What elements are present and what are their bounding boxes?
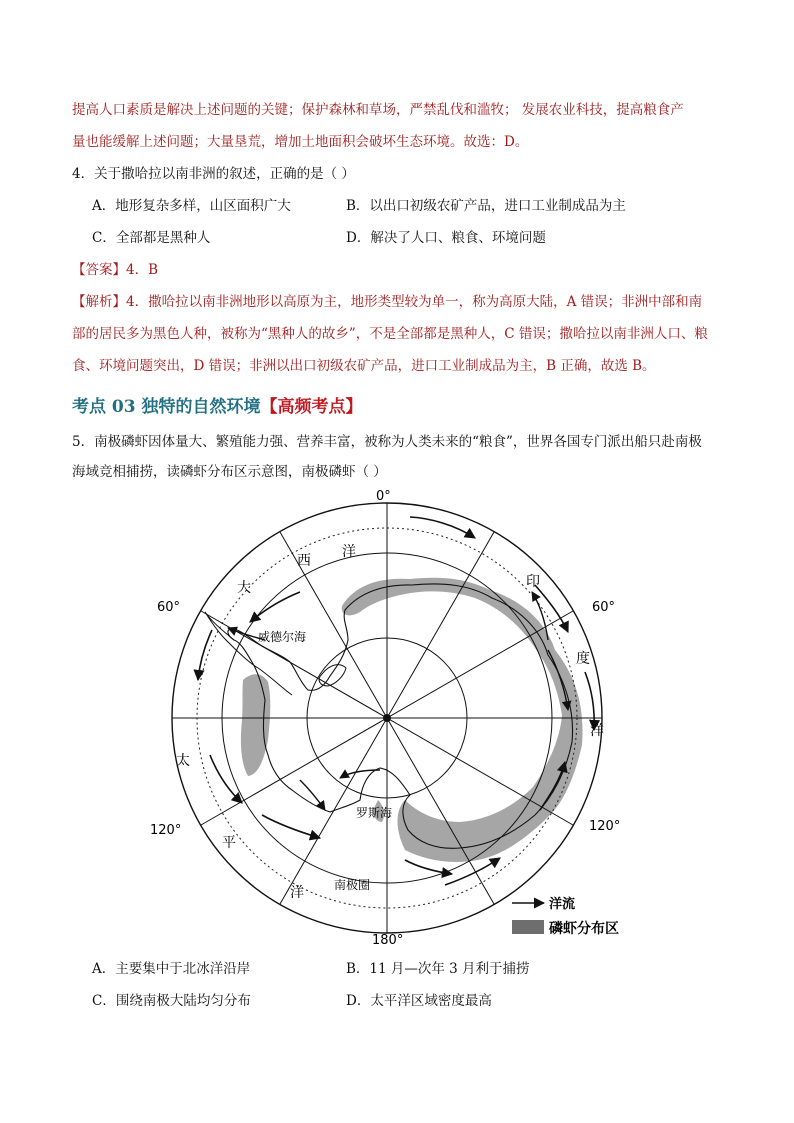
- question-5-stem-line-2: 海域竞相捕捞，读磷虾分布区示意图，南极磷虾（ ）: [72, 464, 387, 480]
- section-heading: [72, 392, 363, 417]
- question-5-stem-line-1: 5．南极磷虾因体量大、繁殖能力强、营养丰富，被称为人类未来的“粮食”，世界各国专门派出船只赴南极: [72, 434, 702, 450]
- pacific-label-2: 平: [222, 835, 236, 851]
- indian-label-3: 洋: [590, 723, 604, 739]
- question-4-stem: 4．关于撒哈拉以南非洲的叙述，正确的是（ ）: [72, 166, 355, 182]
- pacific-label-1: 太: [176, 753, 190, 769]
- atlantic-label-1: 西: [297, 553, 311, 569]
- krill-distribution-area: [241, 578, 583, 862]
- degree-60-right-label: 60°: [592, 600, 616, 615]
- section-tag: 【高频考点】: [260, 397, 363, 417]
- indian-label-1: 印: [526, 574, 540, 590]
- atlantic-label-2: 大: [237, 580, 251, 596]
- question-5-option-a: A．主要集中于北冰洋沿岸: [92, 961, 251, 977]
- weddell-sea-label: 威德尔海: [258, 630, 307, 644]
- degree-180-label: 180°: [372, 933, 404, 946]
- previous-analysis-line-2: 量也能缓解上述问题；大量垦荒，增加土地面积会破坏生态环境。故选：D。: [72, 134, 529, 150]
- antarctic-circle-label: 南极圈: [334, 878, 371, 892]
- indian-label-2: 度: [576, 651, 590, 667]
- section-title: 考点 03 独特的自然环境: [72, 397, 261, 417]
- question-4-analysis-line-1: 【解析】4．撒哈拉以南非洲地形以高原为主，地形类型较为单一，称为高原大陆，A 错误；非洲中部和南: [72, 294, 703, 310]
- legend-krill-swatch: [512, 920, 544, 934]
- degree-120-left-label: 120°: [150, 823, 182, 838]
- weddell-coast: [319, 665, 346, 686]
- question-4-analysis-line-2: 部的居民多为黑色人种，被称为“黑种人的故乡”，不是全部都是黑种人，C 错误；撒哈拉以南非洲人口、粮: [72, 326, 708, 342]
- krill-distribution-map: [150, 486, 650, 946]
- question-5-option-c: C．围绕南极大陆均匀分布: [92, 993, 251, 1009]
- degree-0-label: 0°: [376, 489, 391, 504]
- degree-60-left-label: 60°: [157, 600, 181, 615]
- question-4-answer: 【答案】4．B: [72, 262, 159, 278]
- pacific-label-3: 洋: [290, 885, 304, 901]
- legend-current-label: 洋流: [549, 897, 576, 912]
- question-5-option-b: B．11 月—次年 3 月利于捕捞: [346, 961, 530, 977]
- question-4-option-c: C．全部都是黑种人: [92, 230, 211, 246]
- ross-sea-label: 罗斯海: [356, 806, 393, 820]
- question-4-option-d: D．解决了人口、粮食、环境问题: [346, 230, 546, 246]
- previous-analysis-line-1: 提高人口素质是解决上述问题的关键；保护森林和草场，严禁乱伐和滥牧； 发展农业科技，提高粮食产: [72, 102, 684, 118]
- question-4-option-b: B．以出口初级农矿产品，进口工业制成品为主: [346, 198, 626, 214]
- question-4-option-a: A．地形复杂多样，山区面积广大: [92, 198, 291, 214]
- question-4-analysis-line-3: 食、环境问题突出，D 错误；非洲以出口初级农矿产品，进口工业制成品为主，B 正确，故选 B。: [72, 358, 656, 374]
- south-pole-marker: [383, 714, 391, 722]
- question-5-option-d: D．太平洋区域密度最高: [346, 993, 492, 1009]
- degree-120-right-label: 120°: [589, 819, 621, 834]
- atlantic-label-3: 洋: [342, 544, 356, 560]
- legend-krill-label: 磷虾分布区: [549, 921, 619, 937]
